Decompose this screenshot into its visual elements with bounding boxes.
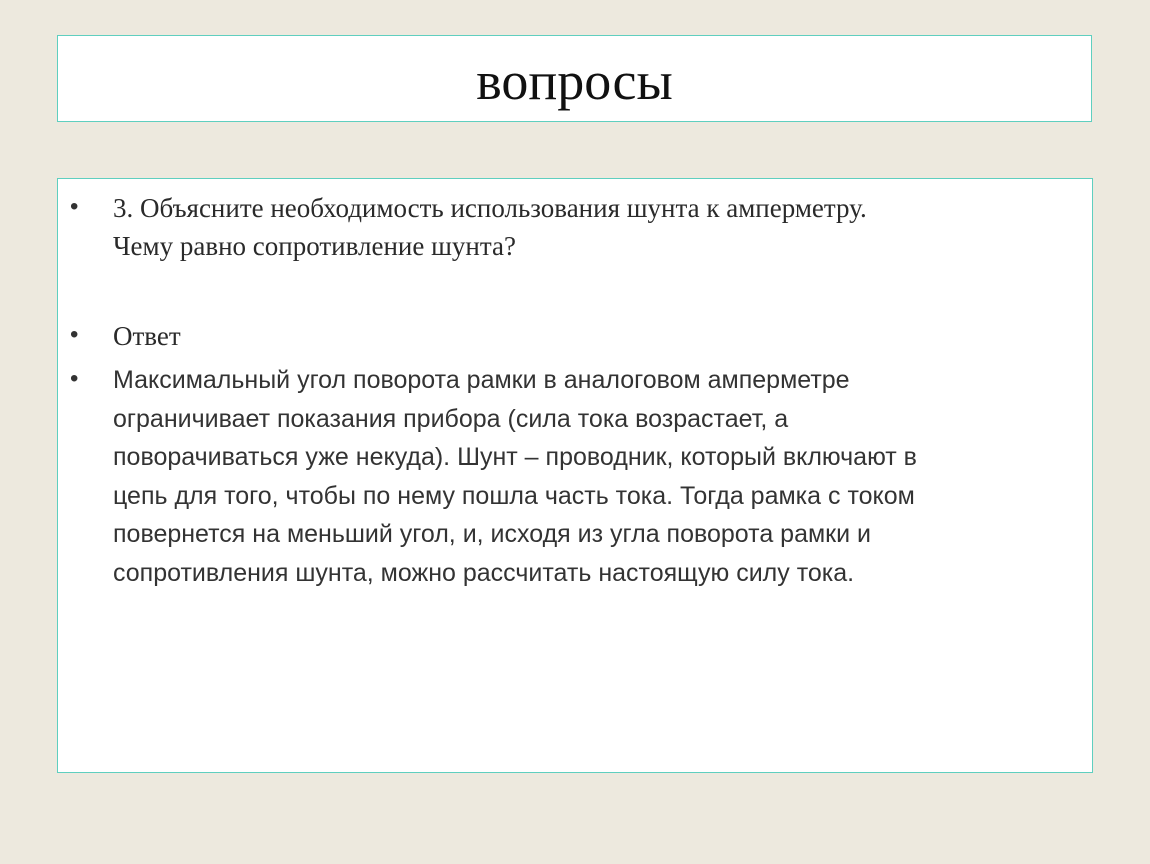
bullet-answer-body: • (70, 365, 79, 392)
question-text (113, 189, 867, 265)
answer-label (113, 317, 181, 355)
answer-line-1: Максимальный угол поворота рамки в аналоговом амперметре (113, 366, 850, 394)
answer-line-2: ограничивает показания прибора (сила тока возрастает, а (113, 404, 789, 433)
slide-title: вопросы (476, 50, 673, 111)
answer-line-5: повернется на меньший угол, и, исходя из угла поворота рамки и (113, 520, 871, 548)
title-box (57, 35, 1092, 122)
answer-line-6: сопротивления шунта, можно рассчитать настоящую силу тока. (113, 558, 855, 587)
answer-body (113, 361, 917, 592)
answer-line-4: цепь для того, чтобы по нему пошла часть тока. Тогда рамка с током (113, 481, 915, 510)
answer-label-text: Ответ (113, 321, 181, 351)
bullet-answer-label: • (70, 321, 79, 348)
question-line-2: Чему равно сопротивление шунта? (113, 231, 516, 261)
content-box (57, 178, 1093, 773)
answer-line-3: поворачиваться уже некуда). Шунт – проводник, который включают в (113, 443, 917, 471)
question-line-1: 3. Объясните необходимость использования шунта к амперметру. (113, 193, 867, 223)
bullet-question: • (70, 193, 79, 220)
